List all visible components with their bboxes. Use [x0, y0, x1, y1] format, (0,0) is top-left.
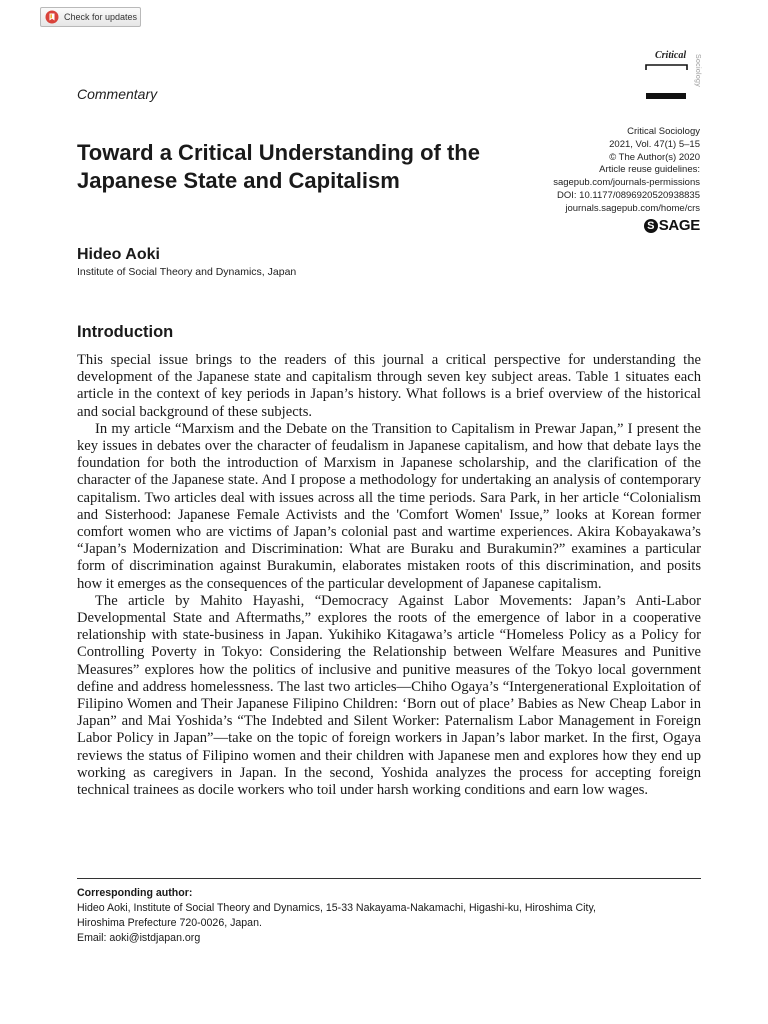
reuse-label: Article reuse guidelines: [599, 164, 700, 176]
footnote-email[interactable]: Email: aoki@istdjapan.org [77, 932, 201, 944]
body-text [77, 352, 701, 799]
reuse-link[interactable]: sagepub.com/journals-permissions [553, 177, 700, 189]
paragraph: In my article “Marxism and the Debate on the Transition to Capitalism in Prewar Japan,” I present the key issues in debates over the character of feudalism in Japanese capitalism, and how that debate lays the foundation for both the introduction of Marxism in Japanese scholarship, and the clarification of the character of the Japanese state. And I propose a methodology for undertaking an analysis of contemporary capitalism. Two articles deal with issues across all the time periods. Sara Park, in her article “Colonialism and Sisterhood: Japanese Female Activists and the 'Comfort Women' Issue,” looks at Korean former comfort women who are victims of Japan’s colonial past and wartime experiences. Akira Kobayakawa’s “Japan’s Modernization and Discrimination: What are Buraku and Burakumin?” examines a particular form of discrimination against Burakumin, elaborates mistaken roots of this discrimination, and posits how it emerges as the consequences of the particular development of Japanese capitalism. [77, 420, 701, 592]
sage-s-icon: S [644, 219, 658, 233]
check-for-updates-button[interactable] [40, 7, 141, 27]
footnote-heading: Corresponding author: [77, 887, 193, 899]
article-metadata [553, 126, 700, 216]
journal-logo [640, 48, 704, 100]
check-for-updates-label: Check for updates [64, 12, 138, 22]
section-label: Commentary [77, 86, 158, 102]
journal-link[interactable]: journals.sagepub.com/home/crs [565, 202, 700, 214]
author-affiliation: Institute of Social Theory and Dynamics, Japan [77, 266, 297, 278]
paragraph: The article by Mahito Hayashi, “Democracy Against Labor Movements: Japan’s Anti-Labor Developmental State and Aftermaths,” explores the roots of the emergence of labor in a cooperative relationship with state-business in Japan. Yukihiko Kitagawa’s article “Homeless Policy as a Policy for Controlling Poverty in Tokyo: Considering the Relationship between Welfare Measures and Punitive Measures” explores how the politics of inclusive and punitive measures of the Tokyo local government define and address homelessness. The last two articles—Chiho Ogaya’s “Intergenerational Exploitation of Filipino Women and Their Japanese Filipino Children: ‘Born out of place’ Babies as New Cheap Labor in Japan” and Mai Yoshida’s “The Indebted and Silent Worker: Paternalism Labor Management in Foreign Labor Policy in Japan”—take on the topic of foreign workers in Japan’s labor market. In the first, Ogaya reviews the status of Filipino women and their children with Japanese men and explores how they end up working as caregivers in Japan. In the second, Yoshida analyzes the process for accepting foreign technical trainees as docile workers who toil under harsh working conditions and earn low wages. [77, 592, 701, 799]
doi-link[interactable]: DOI: 10.1177/0896920520938835 [557, 189, 700, 201]
corresponding-author-note [77, 886, 701, 946]
copyright: © The Author(s) 2020 [609, 151, 700, 163]
footnote-address-line: Hideo Aoki, Institute of Social Theory and Dynamics, 15-33 Nakayama-Nakamachi, Higashi-ku, Hiroshima City, [77, 902, 596, 914]
publisher-name: SAGE [658, 217, 700, 234]
footnote-address-line: Hiroshima Prefecture 720-0026, Japan. [77, 917, 262, 929]
volume-info: 2021, Vol. 47(1) 5–15 [609, 138, 700, 150]
bookmark-update-icon [45, 10, 59, 24]
publisher-logo [644, 217, 700, 234]
journal-logo-name: Critical [655, 50, 687, 61]
article-title: Toward a Critical Understanding of the Japanese State and Capitalism [77, 140, 480, 193]
footnote-divider [77, 878, 701, 879]
journal-logo-subtitle: Sociology [694, 54, 701, 88]
paragraph: This special issue brings to the readers of this journal a critical perspective for understanding the development of the Japanese state and capitalism through seven key subject areas. Table 1 situates each article in the context of key periods in Japan’s history. What follows is a brief overview of the historical and social background of these subjects. [77, 352, 701, 420]
section-heading-introduction: Introduction [77, 323, 174, 341]
author-name: Hideo Aoki [77, 246, 160, 263]
journal-name: Critical Sociology [627, 126, 700, 137]
